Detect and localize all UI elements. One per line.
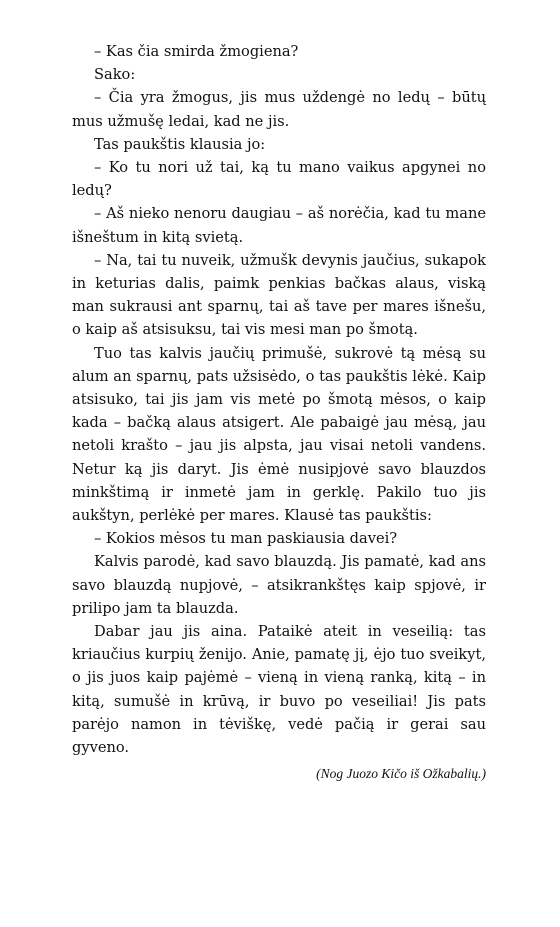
paragraph: Tas paukštis klausia jo: [94,135,266,153]
paragraph: Kalvis parodė, kad savo blauzdą. Jis pamatė, kad ans savo blauzdą nupjovė, – atsikrankštęs kaip spjovė, ir prilipo jam ta blauzda. [72,553,486,617]
paragraph: – Čia yra žmogus, jis mus uždengė no ledų – būtų mus užmušę ledai, kad ne jis. [72,89,486,130]
paragraph: – Kokios mėsos tu man paskiausia davei? [94,530,398,548]
page-text [72,40,486,759]
paragraph: Sako: [94,66,136,84]
paragraph: – Na, tai tu nuveik, užmušk devynis jaučius, sukapok in keturias dalis, paimk penkias bačkas alaus, viską man sukrausi ant sparnų, tai aš tave per mares išnešu, o kaip aš atsisuksu, tai vis mesi man po šmotą. [72,251,486,339]
paragraph: Dabar jau jis aina. Pataikė ateit in veseilią: tas kriaučius kurpių ženijo. Anie, pamatę jį, ėjo tuo sveikyt, o jis juos kaip pajėmė – vieną in vieną ranką, kitą – in kitą, sumušė in krūvą, ir buvo po veseiliai! Jis pats parėjo namon in tėviškę, vedė pačią ir gerai sau gyveno. [72,623,486,757]
paragraph: – Kas čia smirda žmogiena? [94,43,299,60]
paragraph: Tuo tas kalvis jaučių primušė, sukrovė tą mėsą su alum an sparnų, pats užsisėdo, o tas paukštis lėkė. Kaip atsisuko, tai jis jam vis metė po šmotą mėsos, o kaip kada – bačką alaus atsigert. Ale pabaigė jau mėsą, jau netoli krašto – jau jis alpsta, jau visai netoli vandens. Netur ką jis daryt. Jis ėmė nusipjovė savo blauzdos minkštimą ir inmetė jam in gerklę. Pakilo tuo jis aukštyn, perlėkė per mares. Klausė tas paukštis: [72,344,486,525]
paragraph: – Ko tu nori už tai, ką tu mano vaikus apgynei no ledų? [72,159,486,200]
source-attribution: (Nog Juozo Kičo iš Ožkabalių.) [316,766,486,781]
paragraph: – Aš nieko nenoru daugiau – aš norėčia, kad tu mane išneštum in kitą svietą. [72,205,486,246]
